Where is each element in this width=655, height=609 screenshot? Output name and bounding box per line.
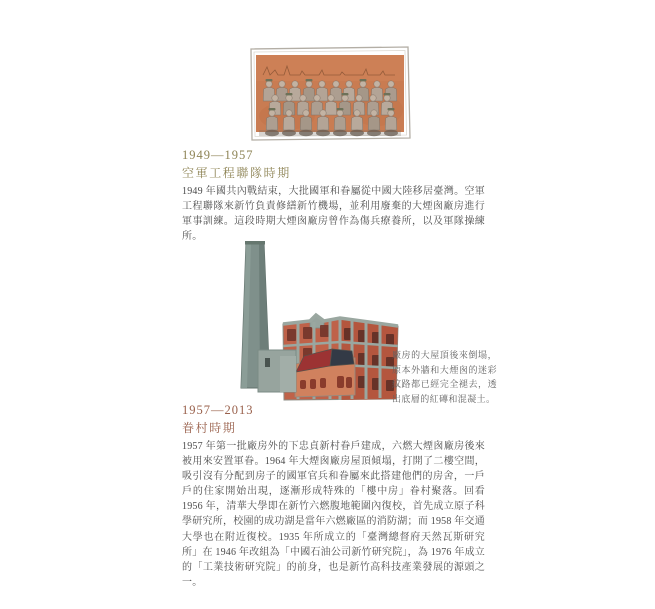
section-1-period: 1949—1957 bbox=[182, 148, 254, 162]
section-1-title: 空軍工程聯隊時期 bbox=[182, 166, 291, 180]
chimney-factory-icon bbox=[240, 238, 405, 406]
military-group-photo-illustration bbox=[247, 44, 413, 143]
section-1-body: 1949 年國共內戰結束，大批國軍和眷屬從中國大陸移居臺灣。空軍工程聯隊來新竹負責修繕新竹機場，並利用廢棄的大煙囪廠房進行軍事訓練。這段時期大煙囪廠房曾作為傷兵療養所，以及軍隊操練所。 bbox=[182, 186, 485, 243]
section-2-period: 1957—2013 bbox=[182, 403, 254, 417]
chimney-factory-illustration bbox=[240, 238, 405, 406]
section-2-body: 1957 年第一批廠房外的下忠貞新村眷戶建成，六燃大煙囪廠房後來被用來安置軍眷。1964 年大煙囪廠房屋頂傾塌，打開了二樓空間，吸引沒有分配到房子的國軍官兵和眷屬來此搭建他們的房舍，一戶戶的住家開始出現，逐漸形成特殊的「樓中房」眷村聚落。回看 1956 年，清華大學即在新竹六燃腹地範圍內復校，首先成立原子科學研究所，校園的成功湖是當年六燃廠區的消防湖；而 1958 年交通大學也在附近復校。1935 年所成立的「臺灣總督府天然瓦斯研究所」在 1946 年改組為「中國石油公司新竹研究院」，為 1976 年成立的「工業技術研究院」的前身，也是新竹高科技產業發展的源頭之一。 bbox=[182, 441, 485, 588]
section-2-title: 眷村時期 bbox=[182, 421, 237, 435]
chimney bbox=[241, 241, 296, 392]
group-photo-icon bbox=[247, 44, 413, 143]
illustration-caption: 廠房的大屋頂後來倒塌，原本外牆和大煙囪的迷彩紋路都已經完全褪去，透出底層的紅磚和混凝土。 bbox=[392, 350, 497, 405]
section-2-heading bbox=[182, 402, 254, 436]
factory-building bbox=[283, 315, 398, 400]
section-1-heading bbox=[182, 147, 291, 181]
annex bbox=[295, 349, 355, 397]
